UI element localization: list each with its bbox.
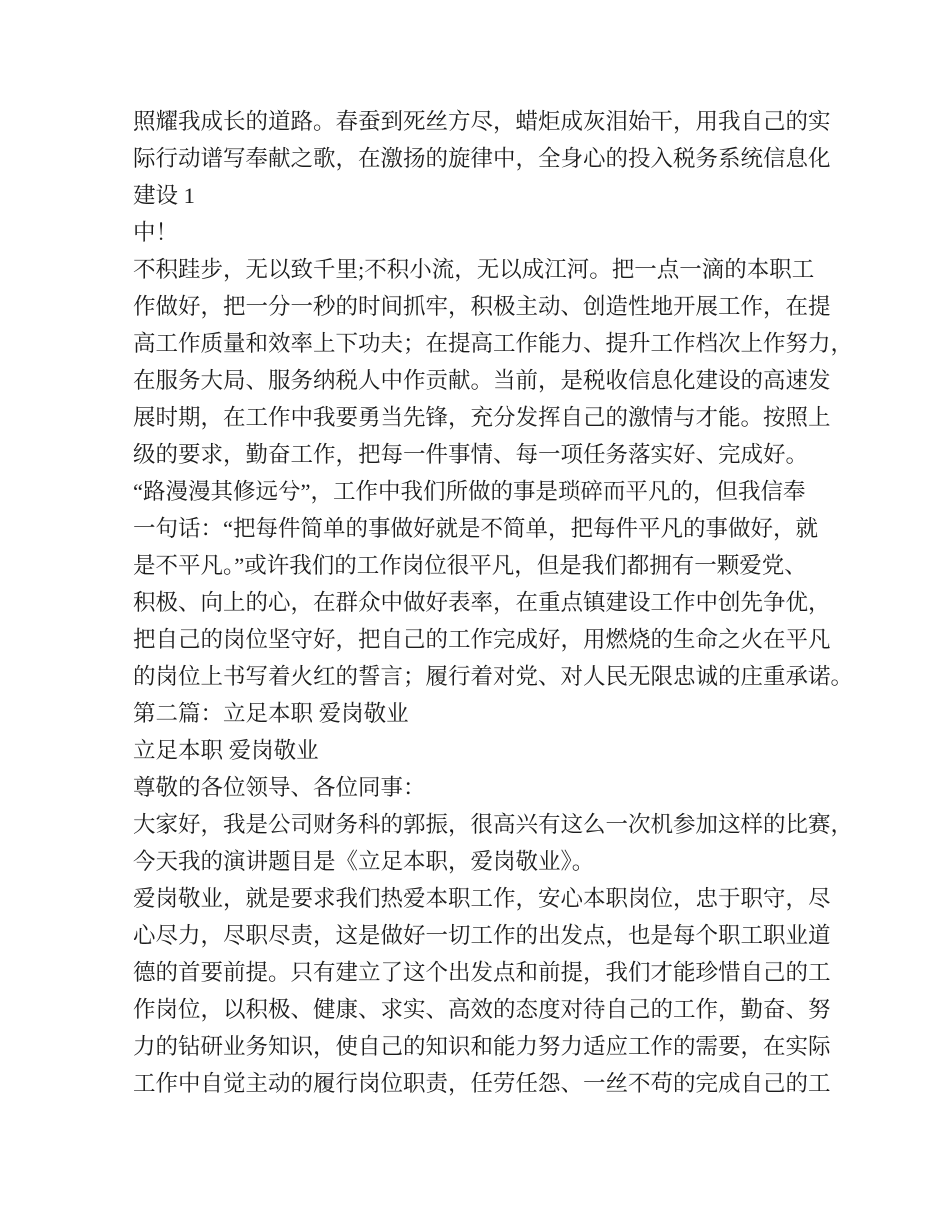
- text-line: 德的首要前提。只有建立了这个出发点和前提，我们才能珍惜自己的工: [133, 960, 831, 985]
- text-line: 作做好，把一分一秒的时间抓牢，积极主动、创造性地开展工作，在提: [133, 294, 831, 319]
- text-line: 在服务大局、服务纳税人中作贡献。当前，是税收信息化建设的高速发: [133, 368, 831, 393]
- text-line: 是不平凡。”或许我们的工作岗位很平凡，但是我们都拥有一颗爱党、: [133, 553, 807, 578]
- text-line: 级的要求，勤奋工作，把每一件事情、每一项任务落实好、完成好。: [133, 442, 809, 467]
- text-line: 中！: [133, 220, 179, 245]
- text-line: 爱岗敬业，就是要求我们热爱本职工作，安心本职岗位，忠于职守，尽: [133, 886, 831, 911]
- text-line: 把自己的岗位坚守好，把自己的工作完成好，用燃烧的生命之火在平凡: [133, 627, 831, 652]
- text-line: 作岗位，以积极、健康、求实、高效的态度对待自己的工作，勤奋、努: [133, 997, 831, 1022]
- text-line: 的岗位上书写着火红的誓言；履行着对党、对人民无限忠诚的庄重承诺。: [133, 664, 854, 689]
- text-line-salutation: 尊敬的各位领导、各位同事：: [133, 775, 426, 800]
- text-line: 照耀我成长的道路。春蚕到死丝方尽，蜡炬成灰泪始干，用我自己的实: [133, 109, 831, 134]
- text-line: 高工作质量和效率上下功夫；在提高工作能力、提升工作档次上作努力，: [133, 331, 854, 356]
- text-line: 际行动谱写奉献之歌，在激扬的旋律中，全身心的投入税务系统信息化: [133, 146, 831, 171]
- text-line-section-heading: 第二篇：立足本职 爱岗敬业: [133, 701, 409, 726]
- text-line: 心尽力，尽职尽责，这是做好一切工作的出发点，也是每个职工职业道: [133, 923, 831, 948]
- text-line: “路漫漫其修远兮”，工作中我们所做的事是琐碎而平凡的，但我信奉: [133, 479, 806, 504]
- text-line: 一句话：“把每件简单的事做好就是不简单，把每件平凡的事做好，就: [133, 516, 818, 541]
- text-line: 建设 1: [133, 183, 195, 208]
- text-line: 展时期，在工作中我要勇当先锋，充分发挥自己的激情与才能。按照上: [133, 405, 831, 430]
- text-line: 工作中自觉主动的履行岗位职责，任劳任怨、一丝不苟的完成自己的工: [133, 1071, 831, 1096]
- text-line: 积极、向上的心，在群众中做好表率，在重点镇建设工作中创先争优，: [133, 590, 831, 615]
- text-line: 不积跬步，无以致千里;不积小流，无以成江河。把一点一滴的本职工: [133, 257, 815, 282]
- text-line: 大家好，我是公司财务科的郭振，很高兴有这么一次机参加这样的比赛，: [133, 812, 854, 837]
- text-block: [133, 103, 854, 1102]
- text-line: 力的钻研业务知识，使自己的知识和能力努力适应工作的需要，在实际: [133, 1034, 831, 1059]
- text-line: 今天我的演讲题目是《立足本职，爱岗敬业》。: [133, 849, 595, 874]
- text-line-title: 立足本职 爱岗敬业: [133, 738, 319, 763]
